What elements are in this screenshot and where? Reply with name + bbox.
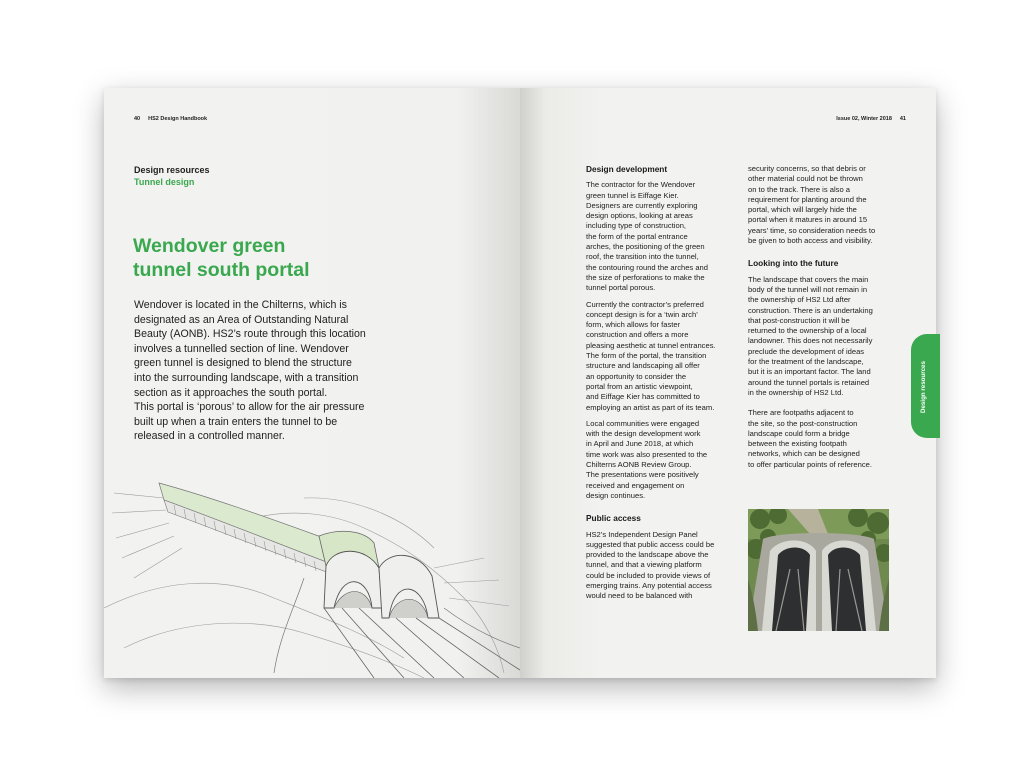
intro-line: involves a tunnelled section of line. Wendover (134, 342, 349, 355)
text-line: the size of perforations to make the (586, 272, 705, 282)
text-line: The form of the portal, the transition (586, 351, 707, 361)
text-line: The landscape that covers the main (748, 274, 869, 284)
text-column-2 (748, 164, 890, 470)
tunnel-portal-photo-icon (748, 509, 889, 631)
right-page-number: 41 (899, 116, 906, 122)
text-line: but it is an important factor. The land (748, 367, 871, 377)
text-line: be given to both access and visibility. (748, 236, 873, 246)
title-line: tunnel south portal (133, 259, 310, 281)
text-line: would need to be balanced with (586, 591, 693, 601)
text-line: Currently the contractor’s preferred (586, 299, 704, 309)
text-line: security concerns, so that debris or (748, 164, 866, 173)
text-line: an opportunity to consider the (586, 371, 687, 381)
intro-line: built up when a train enters the tunnel to be (134, 415, 338, 428)
text-line: between the existing footpath (748, 439, 847, 449)
text-line: and Eiffage Kier has committed to (586, 392, 700, 402)
section-kicker (134, 164, 210, 188)
text-line: requirement for planting around the (748, 194, 867, 204)
text-line: tunnel portal porous. (586, 283, 656, 293)
text-line: in April and June 2018, at which (586, 439, 694, 449)
subsection-label: Tunnel design (134, 177, 195, 187)
text-line: including type of construction, (586, 221, 687, 231)
text-line: arches, the positioning of the green (586, 242, 705, 252)
text-line: landscape could form a bridge (748, 428, 850, 438)
text-line: provided to the landscape above the (586, 550, 709, 560)
text-line: Local communities were engaged (586, 418, 700, 428)
left-page (104, 88, 520, 678)
intro-line: released in a controlled manner. (134, 430, 285, 443)
text-column-1 (586, 164, 728, 602)
text-line: employing an artist as part of its team. (586, 402, 715, 412)
text-line: green tunnel is Eiffage Kier. (586, 190, 679, 200)
text-line: years’ time, so consideration needs to (748, 225, 876, 235)
text-line: tunnel, and that a viewing platform (586, 560, 702, 570)
right-page (520, 88, 936, 678)
text-line: time work was also presented to the (586, 449, 708, 459)
text-line: portal from an artistic viewpoint, (586, 381, 693, 391)
left-folio (134, 116, 215, 122)
section-heading: Design development (586, 164, 668, 174)
section-label: Design resources (134, 165, 210, 175)
intro-line: Wendover is located in the Chilterns, which is (134, 299, 347, 311)
text-line: other material could not be thrown (748, 174, 863, 184)
intro-line: section as it approaches the south portal. (134, 386, 328, 399)
text-line: the form of the portal entrance (586, 231, 688, 241)
text-line: the site, so the post-construction (748, 418, 858, 428)
text-line: the ownership of HS2 Ltd after (748, 295, 851, 305)
text-line: roof, the transition into the tunnel, (586, 252, 699, 262)
text-line: that post-construction it will be (748, 315, 850, 325)
text-line: the contouring round the arches and (586, 262, 709, 272)
text-line: to offer particular points of reference. (748, 459, 872, 469)
text-line: There are footpaths adjacent to (748, 408, 854, 418)
intro-paragraph (134, 298, 404, 444)
booklet-spread (104, 88, 936, 678)
text-line: The contractor for the Wendover (586, 180, 696, 190)
tunnel-portal-sketch-icon (104, 458, 520, 678)
section-side-tab (911, 334, 940, 438)
page-title (133, 234, 393, 282)
issue-label: Issue 02, Winter 2018 (836, 116, 892, 122)
text-line: construction. There is an undertaking (748, 305, 873, 315)
running-title: HS2 Design Handbook (148, 116, 208, 122)
text-line: preclude the development of ideas (748, 346, 865, 356)
title-line: Wendover green (133, 235, 286, 257)
intro-line: into the surrounding landscape, with a transition (134, 371, 359, 384)
text-line: landowner. This does not necessarily (748, 336, 873, 346)
intro-line: This portal is ‘porous’ to allow for the air pressure (134, 401, 365, 414)
text-line: returned to the ownership of a local (748, 326, 867, 336)
text-line: HS2’s Independent Design Panel (586, 529, 698, 539)
text-line: design continues. (586, 490, 646, 500)
text-line: emerging trains. Any potential access (586, 580, 712, 590)
text-line: Chilterns AONB Review Group. (586, 460, 692, 470)
text-line: with the design development work (586, 429, 701, 439)
text-line: structure and landscaping all offer (586, 361, 700, 371)
text-line: around the tunnel portals is retained (748, 377, 870, 387)
intro-line: green tunnel is designed to blend the structure (134, 357, 352, 370)
text-line: concept design is for a ‘twin arch’ (586, 309, 698, 319)
text-line: portal when it matures in around 15 (748, 215, 868, 225)
text-line: form, which allows for faster (586, 320, 681, 330)
section-heading: Looking into the future (748, 258, 839, 269)
text-line: construction and offers a more (586, 330, 689, 340)
text-line: Designers are currently exploring (586, 200, 698, 210)
intro-line: designated as an Area of Outstanding Natural (134, 313, 349, 326)
text-line: pleasing aesthetic at tunnel entrances. (586, 340, 716, 350)
text-line: The presentations were positively (586, 470, 699, 480)
text-line: on to the track. There is also a (748, 184, 851, 194)
text-line: design options, looking at areas (586, 211, 693, 221)
right-folio (836, 116, 906, 122)
text-line: for the treatment of the landscape, (748, 357, 864, 367)
text-line: received and engagement on (586, 480, 685, 490)
side-tab-label: Design resources (920, 361, 927, 413)
text-line: suggested that public access could be (586, 539, 715, 549)
section-heading: Public access (586, 513, 641, 524)
left-page-number: 40 (134, 116, 141, 122)
text-line: could be included to provide views of (586, 570, 711, 580)
text-line: networks, which can be designed (748, 449, 860, 459)
text-line: portal, which will largely hide the (748, 205, 857, 215)
text-line: body of the tunnel will not remain in (748, 284, 868, 294)
intro-line: Beauty (AONB). HS2’s route through this location (134, 328, 366, 341)
text-line: in the ownership of HS2 Ltd. (748, 387, 844, 397)
